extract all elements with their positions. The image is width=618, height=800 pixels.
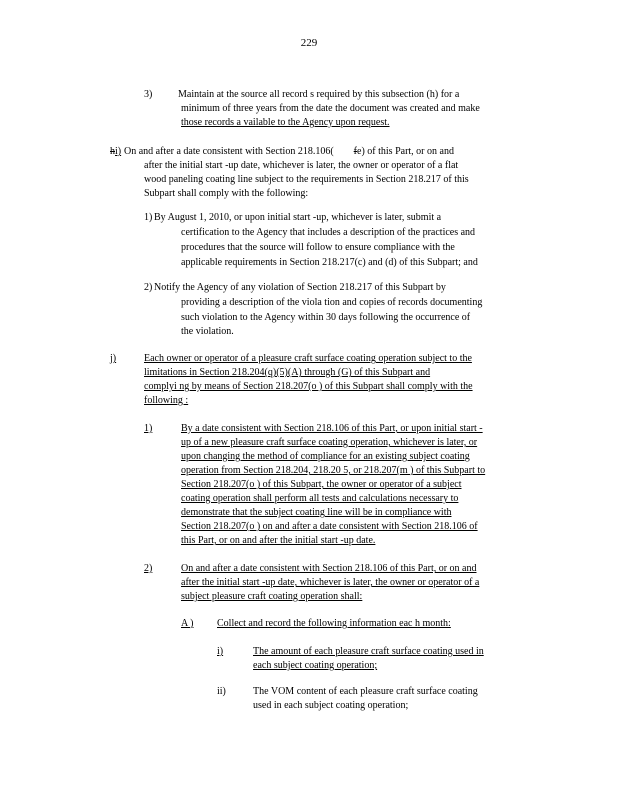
item-i-line-4: Subpart shall comply with the following: bbox=[144, 188, 309, 199]
item-i-1-line-1: By August 1, 2010, or upon initial start -up, whichever is later, submit a bbox=[154, 212, 442, 223]
item-j-line-3: complyi ng by means of Section 218.207(o ) of this Subpart shall comply with the bbox=[144, 381, 473, 392]
item-j-1-line-7: demonstrate that the subject coating line will be in compliance with bbox=[181, 507, 452, 518]
item-sub-ii-line-1: The VOM content of each pleasure craft surface coating bbox=[253, 686, 478, 697]
item-i-1-line-2: certification to the Agency that includes a description of the practices and bbox=[181, 227, 476, 238]
item-j-2-line-3: subject pleasure craft coating operation shall: bbox=[181, 591, 363, 602]
item-i-line-1-b: e) of this Part, or on and bbox=[357, 146, 454, 157]
item-i-2-line-1: Notify the Agency of any violation of Section 218.217 of this Subpart by bbox=[154, 282, 446, 293]
item-sub-ii-line-2: used in each subject coating operation; bbox=[253, 700, 409, 711]
item-A-line-1: Collect and record the following information eac h month: bbox=[217, 618, 451, 629]
item-marker-3: 3) bbox=[144, 89, 153, 100]
item-3-line-3: those records a vailable to the Agency upon request. bbox=[181, 117, 390, 128]
item-marker-j-1: 1) bbox=[144, 423, 153, 434]
item-i-line-3: wood paneling coating line subject to the requirements in Section 218.217 of this bbox=[144, 174, 469, 185]
item-marker-i-1: 1) bbox=[144, 212, 153, 223]
item-j-1-line-2: up of a new pleasure craft surface coating operation, whichever is later, or bbox=[181, 437, 478, 448]
struck-marker: h bbox=[110, 146, 115, 157]
item-j-1-line-9: this Part, or on and after the initial start -up date. bbox=[181, 535, 376, 546]
item-j-1-line-5: Section 218.207(o ) of this Subpart, the owner or operator of a subject bbox=[181, 479, 462, 490]
item-i-line-1 bbox=[124, 146, 454, 158]
item-j-1-line-6: coating operation shall perform all tests and calculations necessary to bbox=[181, 493, 459, 504]
item-j-1-line-4: operation from Section 218.204, 218.20 5, or 218.207(m ) of this Subpart to bbox=[181, 465, 486, 476]
item-i-2-line-4: the violation. bbox=[181, 326, 234, 337]
new-marker: i) bbox=[115, 146, 122, 157]
item-marker-j: j) bbox=[110, 353, 117, 364]
item-marker-i bbox=[110, 146, 121, 158]
page-number: 229 bbox=[300, 37, 318, 49]
item-j-1-line-3: upon changing the method of compliance for an existing subject coating bbox=[181, 451, 470, 462]
item-marker-j-2: 2) bbox=[144, 563, 153, 574]
item-j-1-line-1: By a date consistent with Section 218.106 of this Part, or upon initial start - bbox=[181, 423, 483, 434]
item-j-line-2: limitations in Section 218.204(q)(5)(A) through (G) of this Subpart and bbox=[144, 367, 431, 378]
item-marker-i-2: 2) bbox=[144, 282, 153, 293]
item-i-2-line-3: such violation to the Agency within 30 days following the occurrence of bbox=[181, 312, 471, 323]
item-marker-sub-ii: ii) bbox=[217, 686, 226, 697]
item-j-2-line-1: On and after a date consistent with Section 218.106 of this Part, or on and bbox=[181, 563, 477, 574]
item-i-1-line-4: applicable requirements in Section 218.217(c) and (d) of this Subpart; and bbox=[181, 257, 478, 268]
item-3-line-2: minimum of three years from the date the document was created and make bbox=[181, 103, 480, 114]
item-sub-i-line-2: each subject coating operation; bbox=[253, 660, 378, 671]
item-j-line-4: following : bbox=[144, 395, 189, 406]
item-i-line-1-a: On and after a date consistent with Section 218.106( bbox=[124, 146, 334, 157]
item-i-1-line-3: procedures that the source will follow to ensure compliance with the bbox=[181, 242, 455, 253]
item-i-2-line-2: providing a description of the viola tion and copies of records documenting bbox=[181, 297, 483, 308]
item-marker-sub-i: i) bbox=[217, 646, 224, 657]
item-j-1-line-8: Section 218.207(o ) on and after a date consistent with Section 218.106 of bbox=[181, 521, 478, 532]
struck-letter: f bbox=[353, 146, 358, 157]
item-j-2-line-2: after the initial start -up date, whichever is later, the owner or operator of a bbox=[181, 577, 480, 588]
item-i-line-2: after the initial start -up date, whichever is later, the owner or operator of a flat bbox=[144, 160, 459, 171]
item-sub-i-line-1: The amount of each pleasure craft surface coating used in bbox=[253, 646, 484, 657]
item-j-line-1: Each owner or operator of a pleasure craft surface coating operation subject to the bbox=[144, 353, 472, 364]
item-marker-A: A ) bbox=[181, 618, 194, 629]
item-3-line-1: Maintain at the source all record s required by this subsection (h) for a bbox=[178, 89, 460, 100]
